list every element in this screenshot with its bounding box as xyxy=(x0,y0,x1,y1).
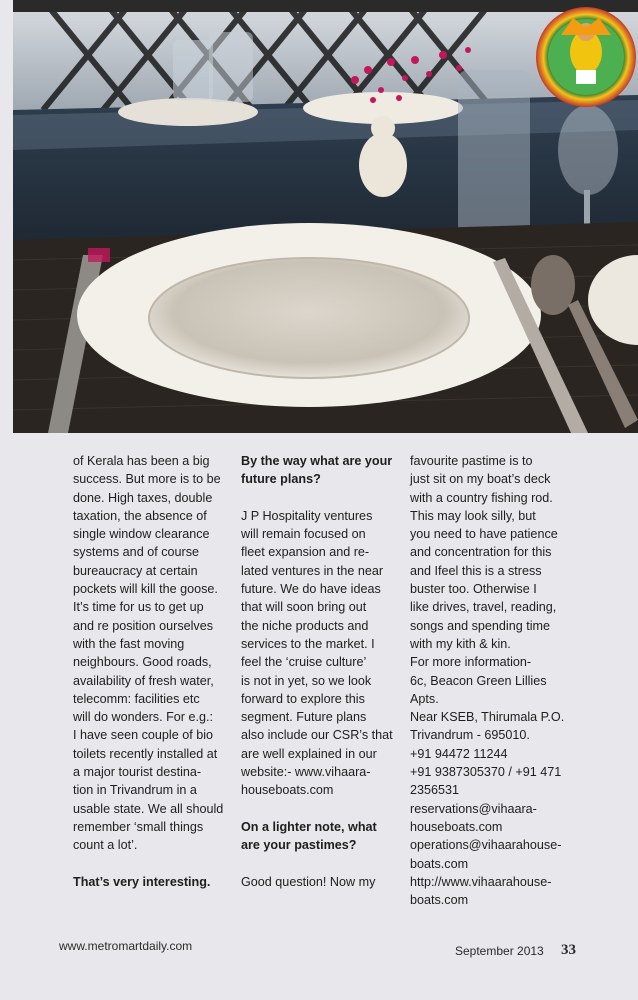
question-heading: By the way what are your xyxy=(241,454,393,468)
text-line: toilets recently installed at xyxy=(73,746,218,761)
text-line: services to the market. I xyxy=(241,636,375,651)
text-line: a major tourist destina- xyxy=(73,765,202,780)
text-line: neighbours. Good roads, xyxy=(73,655,212,670)
article-column-3 xyxy=(410,452,575,909)
question-heading: future plans? xyxy=(241,472,321,487)
text-line: of Kerala has been a big xyxy=(73,454,210,468)
contact-info-line: 6c, Beacon Green Lillies xyxy=(410,673,547,688)
text-line: remember ‘small things xyxy=(73,819,204,834)
article-column-1 xyxy=(73,452,233,891)
text-line: the niche products and xyxy=(241,618,369,633)
text-line: pockets will kill the goose. xyxy=(73,582,218,597)
text-line: will do wonders. For e.g.: xyxy=(73,710,213,725)
text-line: segment. Future plans xyxy=(241,710,367,725)
text-line: and concentration for this xyxy=(410,545,552,560)
text-line: single window clearance xyxy=(73,527,210,542)
text-line: success. But more is to be xyxy=(73,472,221,487)
article-column-2 xyxy=(241,452,399,891)
contact-email: houseboats.com xyxy=(410,819,503,834)
text-line: buster too. Otherwise I xyxy=(410,582,537,597)
text-line: future. We do have ideas xyxy=(241,582,381,597)
text-line: and Ifeel this is a stress xyxy=(410,563,542,578)
text-line: fleet expansion and re- xyxy=(241,545,370,560)
text-line: I have seen couple of bio xyxy=(73,728,214,743)
text-line: feel the ‘cruise culture’ xyxy=(241,655,367,670)
contact-phone: 2356531 xyxy=(410,783,460,798)
contact-website: http://www.vihaarahouse- xyxy=(410,874,552,889)
text-line: taxation, the absence of xyxy=(73,508,207,523)
text-line: with a country fishing rod. xyxy=(410,490,553,505)
contact-email: reservations@vihaara- xyxy=(410,801,537,816)
text-line: and re position ourselves xyxy=(73,618,214,633)
text-line: It’s time for us to get up xyxy=(73,600,204,615)
contact-info-line: Near KSEB, Thirumala P.O. xyxy=(410,710,565,725)
contact-email: operations@vihaarahouse- xyxy=(410,838,562,853)
contact-email: boats.com xyxy=(410,856,469,871)
text-line: is not in yet, so we look xyxy=(241,673,372,688)
answer-paragraph xyxy=(241,507,399,800)
table-setting-photo xyxy=(13,0,638,433)
text-line: will remain focused on xyxy=(241,527,366,542)
column-1-body xyxy=(73,452,233,855)
interviewer-remark: That’s very interesting. xyxy=(73,874,211,889)
text-line: forward to explore this xyxy=(241,691,365,706)
text-line: that will soon bring out xyxy=(241,600,367,615)
question-heading: are your pastimes? xyxy=(241,838,357,853)
footer-website: www.metromartdaily.com xyxy=(59,939,193,953)
contact-info-line: Trivandrum - 695010. xyxy=(410,728,530,743)
contact-phone: +91 9387305370 / +91 471 xyxy=(410,765,562,780)
text-line: you need to have patience xyxy=(410,527,558,542)
festival-emblem-icon xyxy=(536,7,636,107)
question-heading: On a lighter note, what xyxy=(241,819,377,834)
text-line: bureaucracy at certain xyxy=(73,563,198,578)
answer-start: Good question! Now my xyxy=(241,874,376,889)
text-line: songs and spending time xyxy=(410,618,551,633)
text-line: usable state. We all should xyxy=(73,801,224,816)
text-line: with the fast moving xyxy=(73,636,185,651)
footer-issue-date: September 2013 xyxy=(455,944,544,958)
page-number: 33 xyxy=(561,942,576,958)
text-line: like drives, travel, reading, xyxy=(410,600,557,615)
text-line: tion in Trivandrum in a xyxy=(73,783,197,798)
contact-website: boats.com xyxy=(410,893,469,908)
text-line: website:- www.vihaara- xyxy=(241,765,371,780)
contact-info-line: Apts. xyxy=(410,691,439,706)
text-line: telecomm: facilities etc xyxy=(73,691,200,706)
text-line: favourite pastime is to xyxy=(410,454,533,468)
text-line: are well explained in our xyxy=(241,746,377,761)
text-line: count a lot’. xyxy=(73,838,138,853)
text-line: systems and of course xyxy=(73,545,199,560)
text-line: availability of fresh water, xyxy=(73,673,214,688)
text-line: This may look silly, but xyxy=(410,508,536,523)
contact-info-line: For more information- xyxy=(410,655,532,670)
text-line: done. High taxes, double xyxy=(73,490,213,505)
text-line: houseboats.com xyxy=(241,783,334,798)
text-line: also include our CSR’s that xyxy=(241,728,393,743)
text-line: J P Hospitality ventures xyxy=(241,508,373,523)
text-line: lated ventures in the near xyxy=(241,563,384,578)
text-line: with my kith & kin. xyxy=(410,636,511,651)
text-line: just sit on my boat’s deck xyxy=(410,472,551,487)
contact-phone: +91 94472 11244 xyxy=(410,746,508,761)
